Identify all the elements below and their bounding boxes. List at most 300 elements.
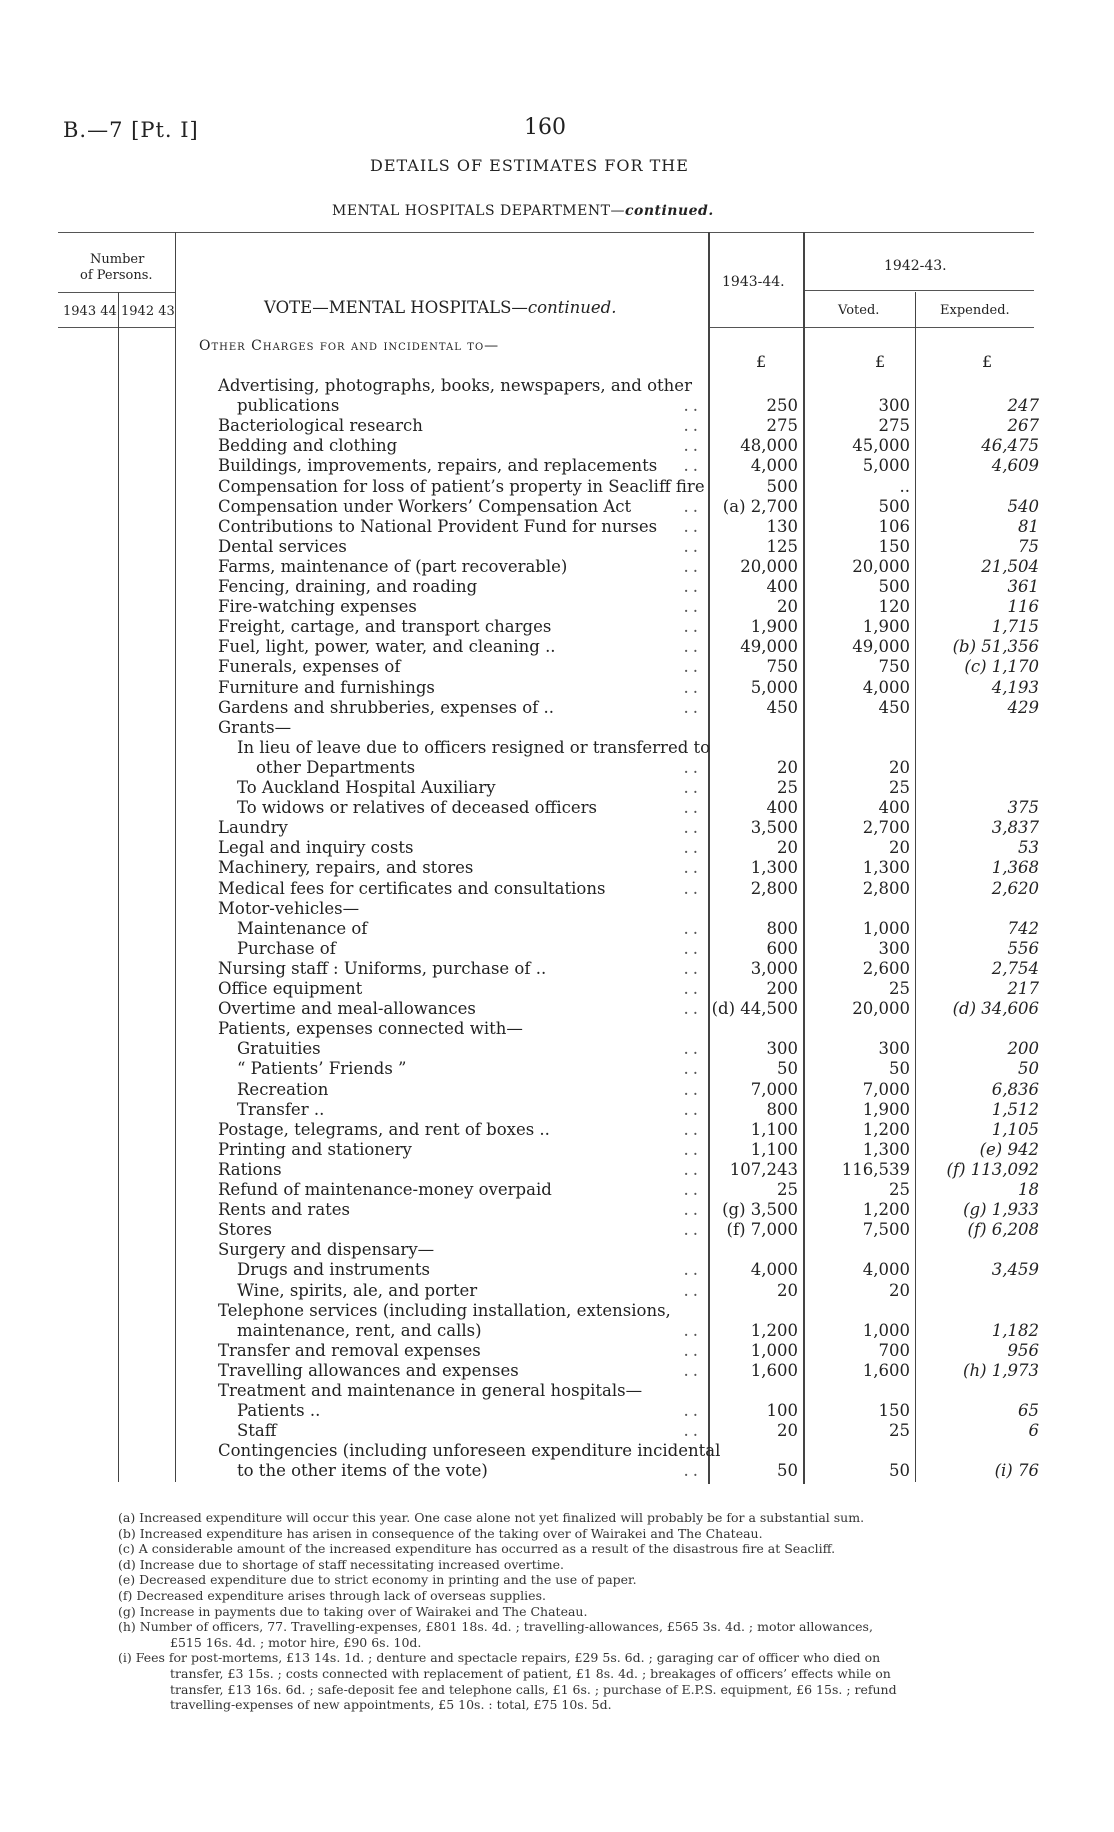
line-item-label: Office equipment bbox=[218, 979, 363, 998]
line-item bbox=[0, 1220, 1114, 1240]
line-item-label: Surgery and dispensary— bbox=[218, 1240, 435, 1259]
voted-amount: 2,700 bbox=[862, 818, 910, 837]
expended-amount: 4,609 bbox=[991, 456, 1039, 475]
leader-dots: .. bbox=[683, 1059, 702, 1078]
leader-dots: .. bbox=[683, 1200, 702, 1219]
voted-amount: 700 bbox=[878, 1341, 910, 1360]
leader-dots: .. bbox=[683, 577, 702, 596]
expended-amount: 21,504 bbox=[981, 557, 1039, 576]
line-item bbox=[0, 879, 1114, 899]
expended-amount: 65 bbox=[1018, 1401, 1039, 1420]
estimate-amount: 500 bbox=[766, 477, 798, 496]
year-subhead-rule bbox=[804, 290, 1034, 291]
leader-dots: .. bbox=[683, 657, 702, 676]
line-item-label: Printing and stationery bbox=[218, 1140, 412, 1159]
estimate-amount: 600 bbox=[766, 939, 798, 958]
voted-amount: 1,900 bbox=[862, 1100, 910, 1119]
line-item-label: other Departments bbox=[256, 758, 416, 777]
footnote: (i) Fees for post-mortems, £13 14s. 1d. ; denture and spectacle repairs, £29 5s. 6d. ; garaging car of officer who died on bbox=[118, 1650, 881, 1665]
estimate-amount: 275 bbox=[766, 416, 798, 435]
estimate-amount: 25 bbox=[777, 1180, 798, 1199]
voted-amount: 4,000 bbox=[862, 678, 910, 697]
line-item-label: To Auckland Hospital Auxiliary bbox=[237, 778, 496, 797]
leader-dots: .. bbox=[683, 798, 702, 817]
page-title: DETAILS OF ESTIMATES FOR THE bbox=[370, 156, 689, 175]
line-item-label: Furniture and furnishings bbox=[218, 678, 435, 697]
line-item-label: Grants— bbox=[218, 718, 292, 737]
estimate-amount: 100 bbox=[766, 1401, 798, 1420]
footnote: (h) Number of officers, 77. Travelling-expenses, £801 18s. 4d. ; travelling-allowances, £565 3s. 4d. ; motor allowances, bbox=[118, 1619, 873, 1634]
leader-dots: .. bbox=[683, 778, 702, 797]
line-item-label: Nursing staff : Uniforms, purchase of .. bbox=[218, 959, 547, 978]
estimate-amount: 125 bbox=[766, 537, 798, 556]
persons-heading-line2: of Persons. bbox=[80, 268, 153, 283]
estimate-amount: 50 bbox=[777, 1059, 798, 1078]
line-item bbox=[0, 718, 1114, 738]
voted-amount: 750 bbox=[878, 657, 910, 676]
leader-dots: .. bbox=[683, 416, 702, 435]
line-item-label: maintenance, rent, and calls) bbox=[237, 1321, 482, 1340]
voted-amount: 1,200 bbox=[862, 1120, 910, 1139]
department-heading bbox=[332, 203, 714, 219]
expended-amount: 1,512 bbox=[991, 1100, 1039, 1119]
line-item bbox=[0, 939, 1114, 959]
voted-amount: 4,000 bbox=[862, 1260, 910, 1279]
expended-amount: 6,836 bbox=[991, 1080, 1039, 1099]
leader-dots: .. bbox=[683, 1180, 702, 1199]
persons-1942-43-heading: 1942 43 bbox=[121, 304, 175, 319]
voted-currency: £ bbox=[875, 352, 886, 371]
expended-amount: 46,475 bbox=[981, 436, 1039, 455]
footnote: £515 16s. 4d. ; motor hire, £90 6s. 10d. bbox=[170, 1635, 422, 1650]
expended-amount: 429 bbox=[1007, 698, 1039, 717]
line-item bbox=[0, 657, 1114, 677]
line-item bbox=[0, 738, 1114, 758]
line-item bbox=[0, 1381, 1114, 1401]
leader-dots: .. bbox=[683, 698, 702, 717]
line-item bbox=[0, 1461, 1114, 1481]
expended-amount: 267 bbox=[1007, 416, 1039, 435]
line-item bbox=[0, 1301, 1114, 1321]
expended-amount: (b) 51,356 bbox=[952, 637, 1039, 656]
estimate-amount: 2,800 bbox=[750, 879, 798, 898]
voted-amount: 50 bbox=[889, 1461, 910, 1480]
voted-amount: 25 bbox=[889, 778, 910, 797]
footnote: (e) Decreased expenditure due to strict economy in printing and the use of paper. bbox=[118, 1572, 637, 1587]
voted-amount: 1,000 bbox=[862, 1321, 910, 1340]
expended-amount: 361 bbox=[1007, 577, 1039, 596]
estimate-amount: 250 bbox=[766, 396, 798, 415]
department-name: MENTAL HOSPITALS DEPARTMENT— bbox=[332, 203, 625, 219]
voted-amount: 116,539 bbox=[841, 1160, 910, 1179]
line-item-label: Fencing, draining, and roading bbox=[218, 577, 478, 596]
estimate-amount: (g) 3,500 bbox=[722, 1200, 798, 1219]
estimate-amount: 1,100 bbox=[750, 1140, 798, 1159]
line-item bbox=[0, 1321, 1114, 1341]
estimate-amount: 800 bbox=[766, 919, 798, 938]
estimate-amount: 130 bbox=[766, 517, 798, 536]
line-item-label: Buildings, improvements, repairs, and replacements bbox=[218, 456, 658, 475]
prior-year-heading: 1942-43. bbox=[884, 258, 947, 274]
expended-amount: 200 bbox=[1007, 1039, 1039, 1058]
line-item-label: Compensation under Workers’ Compensation Act bbox=[218, 497, 632, 516]
leader-dots: .. bbox=[683, 858, 702, 877]
voted-amount: 7,000 bbox=[862, 1080, 910, 1099]
line-item-label: Telephone services (including installation, extensions, bbox=[218, 1301, 671, 1320]
line-item-label: Transfer and removal expenses bbox=[218, 1341, 481, 1360]
leader-dots: .. bbox=[683, 637, 702, 656]
line-item bbox=[0, 557, 1114, 577]
line-item bbox=[0, 1180, 1114, 1200]
estimate-amount: 25 bbox=[777, 778, 798, 797]
estimate-amount: (a) 2,700 bbox=[722, 497, 798, 516]
expended-amount: (c) 1,170 bbox=[964, 657, 1039, 676]
estimate-amount: 7,000 bbox=[750, 1080, 798, 1099]
footnote: (g) Increase in payments due to taking over of Wairakei and The Chateau. bbox=[118, 1604, 588, 1619]
voted-amount: 20,000 bbox=[852, 999, 910, 1018]
footnote: (b) Increased expenditure has arisen in consequence of the taking over of Wairakei and The Chateau. bbox=[118, 1526, 763, 1541]
line-item-label: Purchase of bbox=[237, 939, 336, 958]
expended-heading: Expended. bbox=[940, 303, 1010, 318]
footnote: (a) Increased expenditure will occur this year. One case alone not yet finalized will probably be for a substantial sum. bbox=[118, 1510, 865, 1525]
expended-amount: 217 bbox=[1007, 979, 1039, 998]
expended-amount: 2,620 bbox=[991, 879, 1039, 898]
voted-amount: 2,600 bbox=[862, 959, 910, 978]
expended-amount: (i) 76 bbox=[994, 1461, 1039, 1480]
leader-dots: .. bbox=[683, 959, 702, 978]
voted-amount: 25 bbox=[889, 1421, 910, 1440]
line-item-label: Maintenance of bbox=[237, 919, 368, 938]
line-item bbox=[0, 477, 1114, 497]
footnote: (d) Increase due to shortage of staff necessitating increased overtime. bbox=[118, 1557, 565, 1572]
page-number: 160 bbox=[524, 115, 566, 140]
voted-amount: 275 bbox=[878, 416, 910, 435]
estimate-currency: £ bbox=[756, 352, 767, 371]
voted-amount: .. bbox=[899, 477, 910, 496]
vote-heading bbox=[264, 298, 616, 317]
voted-amount: 1,300 bbox=[862, 1140, 910, 1159]
line-item bbox=[0, 617, 1114, 637]
persons-bottom-rule bbox=[58, 327, 176, 328]
line-item-label: Bacteriological research bbox=[218, 416, 423, 435]
voted-amount: 20 bbox=[889, 758, 910, 777]
line-item bbox=[0, 1019, 1114, 1039]
line-item bbox=[0, 1240, 1114, 1260]
estimate-amount: 200 bbox=[766, 979, 798, 998]
voted-amount: 150 bbox=[878, 1401, 910, 1420]
expended-amount: 2,754 bbox=[991, 959, 1039, 978]
leader-dots: .. bbox=[683, 597, 702, 616]
voted-amount: 20,000 bbox=[852, 557, 910, 576]
line-item bbox=[0, 537, 1114, 557]
estimate-amount: 1,300 bbox=[750, 858, 798, 877]
expended-amount: 247 bbox=[1007, 396, 1039, 415]
year-bottom-rule bbox=[710, 327, 1034, 328]
line-item bbox=[0, 1361, 1114, 1381]
line-item-label: Compensation for loss of patient’s property in Seacliff fire bbox=[218, 477, 705, 496]
document-reference: B.—7 [Pt. I] bbox=[63, 118, 199, 142]
expended-amount: 956 bbox=[1007, 1341, 1039, 1360]
footnote: (f) Decreased expenditure arises through lack of overseas supplies. bbox=[118, 1588, 546, 1603]
leader-dots: .. bbox=[683, 436, 702, 455]
line-item-label: publications bbox=[237, 396, 340, 415]
expended-amount: 742 bbox=[1007, 919, 1039, 938]
line-item-label: Rations bbox=[218, 1160, 282, 1179]
expended-amount: 375 bbox=[1007, 798, 1039, 817]
line-item-label: Farms, maintenance of (part recoverable) bbox=[218, 557, 568, 576]
line-item bbox=[0, 899, 1114, 919]
leader-dots: .. bbox=[683, 939, 702, 958]
leader-dots: .. bbox=[683, 1401, 702, 1420]
line-item-label: Legal and inquiry costs bbox=[218, 838, 414, 857]
estimate-amount: 1,900 bbox=[750, 617, 798, 636]
voted-amount: 20 bbox=[889, 838, 910, 857]
line-item-label: In lieu of leave due to officers resigned or transferred to bbox=[237, 738, 711, 757]
line-item-label: Dental services bbox=[218, 537, 347, 556]
estimate-amount: 1,000 bbox=[750, 1341, 798, 1360]
leader-dots: .. bbox=[683, 678, 702, 697]
leader-dots: .. bbox=[683, 919, 702, 938]
leader-dots: .. bbox=[683, 557, 702, 576]
leader-dots: .. bbox=[683, 1160, 702, 1179]
line-item-label: Staff bbox=[237, 1421, 277, 1440]
line-item-label: Machinery, repairs, and stores bbox=[218, 858, 474, 877]
line-item-label: Rents and rates bbox=[218, 1200, 351, 1219]
voted-amount: 50 bbox=[889, 1059, 910, 1078]
voted-amount: 49,000 bbox=[852, 637, 910, 656]
line-item-label: Bedding and clothing bbox=[218, 436, 398, 455]
line-item-label: Gratuities bbox=[237, 1039, 321, 1058]
expended-amount: 116 bbox=[1007, 597, 1039, 616]
line-item bbox=[0, 456, 1114, 476]
expended-amount: (h) 1,973 bbox=[963, 1361, 1039, 1380]
estimate-amount: 5,000 bbox=[750, 678, 798, 697]
line-item bbox=[0, 1140, 1114, 1160]
estimate-amount: (f) 7,000 bbox=[726, 1220, 798, 1239]
estimate-amount: 300 bbox=[766, 1039, 798, 1058]
leader-dots: .. bbox=[683, 1321, 702, 1340]
line-item-label: Freight, cartage, and transport charges bbox=[218, 617, 552, 636]
persons-heading-line1: Number bbox=[90, 252, 145, 267]
line-item bbox=[0, 1059, 1114, 1079]
estimate-amount: 4,000 bbox=[750, 1260, 798, 1279]
estimate-amount: (d) 44,500 bbox=[711, 999, 798, 1018]
line-item bbox=[0, 1100, 1114, 1120]
line-item-label: To widows or relatives of deceased officers bbox=[237, 798, 597, 817]
leader-dots: .. bbox=[683, 758, 702, 777]
department-continued: continued. bbox=[624, 203, 714, 219]
line-item bbox=[0, 1160, 1114, 1180]
estimate-year-heading: 1943-44. bbox=[722, 274, 785, 290]
expended-amount: (e) 942 bbox=[979, 1140, 1039, 1159]
leader-dots: .. bbox=[683, 1461, 702, 1480]
line-item-label: Advertising, photographs, books, newspapers, and other bbox=[218, 376, 692, 395]
leader-dots: .. bbox=[683, 879, 702, 898]
line-item bbox=[0, 1281, 1114, 1301]
expended-amount: 3,459 bbox=[991, 1260, 1039, 1279]
section-heading: Other Charges for and incidental to— bbox=[199, 338, 500, 354]
line-item bbox=[0, 416, 1114, 436]
estimate-amount: 20,000 bbox=[740, 557, 798, 576]
leader-dots: .. bbox=[683, 1220, 702, 1239]
voted-amount: 1,300 bbox=[862, 858, 910, 877]
line-item bbox=[0, 497, 1114, 517]
voted-amount: 1,000 bbox=[862, 919, 910, 938]
line-item-label: “ Patients’ Friends ” bbox=[237, 1059, 407, 1078]
estimate-amount: 400 bbox=[766, 577, 798, 596]
line-item bbox=[0, 818, 1114, 838]
line-item bbox=[0, 758, 1114, 778]
voted-amount: 500 bbox=[878, 497, 910, 516]
voted-amount: 1,600 bbox=[862, 1361, 910, 1380]
estimate-amount: 20 bbox=[777, 1421, 798, 1440]
voted-amount: 400 bbox=[878, 798, 910, 817]
line-item bbox=[0, 1120, 1114, 1140]
line-item-label: Travelling allowances and expenses bbox=[218, 1361, 519, 1380]
footnote: (c) A considerable amount of the increased expenditure has occurred as a result of the disastrous fire at Seacliff. bbox=[118, 1541, 836, 1556]
leader-dots: .. bbox=[683, 1039, 702, 1058]
expended-amount: 81 bbox=[1018, 517, 1039, 536]
leader-dots: .. bbox=[683, 497, 702, 516]
expended-amount: 3,837 bbox=[991, 818, 1039, 837]
estimate-amount: 400 bbox=[766, 798, 798, 817]
voted-amount: 25 bbox=[889, 979, 910, 998]
expended-amount: 18 bbox=[1018, 1180, 1039, 1199]
line-item bbox=[0, 1401, 1114, 1421]
footnote: transfer, £3 15s. ; costs connected with replacement of patient, £1 8s. 4d. ; breakages of officers’ effects while on bbox=[170, 1666, 891, 1681]
line-item bbox=[0, 436, 1114, 456]
voted-amount: 1,200 bbox=[862, 1200, 910, 1219]
leader-dots: .. bbox=[683, 818, 702, 837]
line-item-label: Gardens and shrubberies, expenses of .. bbox=[218, 698, 554, 717]
estimate-amount: 49,000 bbox=[740, 637, 798, 656]
line-item-label: Postage, telegrams, and rent of boxes .. bbox=[218, 1120, 550, 1139]
voted-amount: 45,000 bbox=[852, 436, 910, 455]
estimate-amount: 48,000 bbox=[740, 436, 798, 455]
estimate-amount: 1,600 bbox=[750, 1361, 798, 1380]
line-item-label: Contingencies (including unforeseen expenditure incidental bbox=[218, 1441, 721, 1460]
voted-heading: Voted. bbox=[838, 303, 880, 318]
voted-amount: 450 bbox=[878, 698, 910, 717]
vote-continued: continued. bbox=[527, 298, 617, 317]
line-item bbox=[0, 517, 1114, 537]
line-item bbox=[0, 1341, 1114, 1361]
voted-amount: 2,800 bbox=[862, 879, 910, 898]
leader-dots: .. bbox=[683, 999, 702, 1018]
voted-amount: 150 bbox=[878, 537, 910, 556]
persons-subhead-rule bbox=[58, 292, 176, 293]
line-item-label: Wine, spirits, ale, and porter bbox=[237, 1281, 478, 1300]
voted-amount: 300 bbox=[878, 1039, 910, 1058]
estimate-amount: 750 bbox=[766, 657, 798, 676]
leader-dots: .. bbox=[683, 537, 702, 556]
footnote: travelling-expenses of new appointments, £5 10s. : total, £75 10s. 5d. bbox=[170, 1697, 612, 1712]
voted-amount: 7,500 bbox=[862, 1220, 910, 1239]
line-item bbox=[0, 1080, 1114, 1100]
leader-dots: .. bbox=[683, 396, 702, 415]
expended-amount: (g) 1,933 bbox=[963, 1200, 1039, 1219]
line-item bbox=[0, 698, 1114, 718]
line-item bbox=[0, 919, 1114, 939]
expended-amount: 556 bbox=[1007, 939, 1039, 958]
voted-amount: 1,900 bbox=[862, 617, 910, 636]
top-rule bbox=[58, 232, 1034, 233]
estimate-amount: 20 bbox=[777, 597, 798, 616]
estimate-amount: 4,000 bbox=[750, 456, 798, 475]
expended-amount: (f) 113,092 bbox=[946, 1160, 1039, 1179]
line-item-label: Fuel, light, power, water, and cleaning .. bbox=[218, 637, 556, 656]
line-item-label: Funerals, expenses of bbox=[218, 657, 401, 676]
line-item bbox=[0, 1039, 1114, 1059]
expended-amount: (d) 34,606 bbox=[952, 999, 1039, 1018]
leader-dots: .. bbox=[683, 1120, 702, 1139]
line-item bbox=[0, 376, 1114, 396]
line-item bbox=[0, 396, 1114, 416]
voted-amount: 500 bbox=[878, 577, 910, 596]
line-item bbox=[0, 678, 1114, 698]
footnote: transfer, £13 16s. 6d. ; safe-deposit fee and telephone calls, £1 6s. ; purchase of E.P.S. equipment, £6 15s. ; refund bbox=[170, 1682, 897, 1697]
expended-amount: 1,182 bbox=[991, 1321, 1039, 1340]
line-item-label: Patients, expenses connected with— bbox=[218, 1019, 523, 1038]
expended-amount: 6 bbox=[1028, 1421, 1039, 1440]
line-item-label: Treatment and maintenance in general hospitals— bbox=[218, 1381, 643, 1400]
expended-amount: 4,193 bbox=[991, 678, 1039, 697]
line-item bbox=[0, 858, 1114, 878]
estimate-amount: 20 bbox=[777, 838, 798, 857]
vote-title: VOTE—MENTAL HOSPITALS— bbox=[264, 298, 528, 317]
leader-dots: .. bbox=[683, 617, 702, 636]
leader-dots: .. bbox=[683, 1341, 702, 1360]
expended-amount: 540 bbox=[1007, 497, 1039, 516]
voted-amount: 5,000 bbox=[862, 456, 910, 475]
expended-amount: 75 bbox=[1018, 537, 1039, 556]
line-item bbox=[0, 979, 1114, 999]
line-item-label: Fire-watching expenses bbox=[218, 597, 417, 616]
leader-dots: .. bbox=[683, 838, 702, 857]
leader-dots: .. bbox=[683, 1421, 702, 1440]
leader-dots: .. bbox=[683, 1100, 702, 1119]
leader-dots: .. bbox=[683, 1080, 702, 1099]
leader-dots: .. bbox=[683, 979, 702, 998]
leader-dots: .. bbox=[683, 1140, 702, 1159]
estimate-amount: 1,100 bbox=[750, 1120, 798, 1139]
line-item bbox=[0, 838, 1114, 858]
expended-amount: 53 bbox=[1018, 838, 1039, 857]
line-item bbox=[0, 999, 1114, 1019]
estimate-amount: 20 bbox=[777, 1281, 798, 1300]
line-item bbox=[0, 798, 1114, 818]
line-item bbox=[0, 597, 1114, 617]
expended-amount: 1,368 bbox=[991, 858, 1039, 877]
leader-dots: .. bbox=[683, 1281, 702, 1300]
line-item bbox=[0, 577, 1114, 597]
line-item-label: Transfer .. bbox=[237, 1100, 325, 1119]
expended-amount: (f) 6,208 bbox=[967, 1220, 1039, 1239]
leader-dots: .. bbox=[683, 456, 702, 475]
estimate-amount: 20 bbox=[777, 758, 798, 777]
voted-amount: 25 bbox=[889, 1180, 910, 1199]
estimate-amount: 107,243 bbox=[729, 1160, 798, 1179]
line-item bbox=[0, 778, 1114, 798]
line-item bbox=[0, 1200, 1114, 1220]
voted-amount: 120 bbox=[878, 597, 910, 616]
estimate-amount: 3,000 bbox=[750, 959, 798, 978]
estimate-amount: 50 bbox=[777, 1461, 798, 1480]
line-item-label: Overtime and meal-allowances bbox=[218, 999, 476, 1018]
line-item-label: Refund of maintenance-money overpaid bbox=[218, 1180, 552, 1199]
line-item-label: Medical fees for certificates and consultations bbox=[218, 879, 606, 898]
estimate-amount: 450 bbox=[766, 698, 798, 717]
